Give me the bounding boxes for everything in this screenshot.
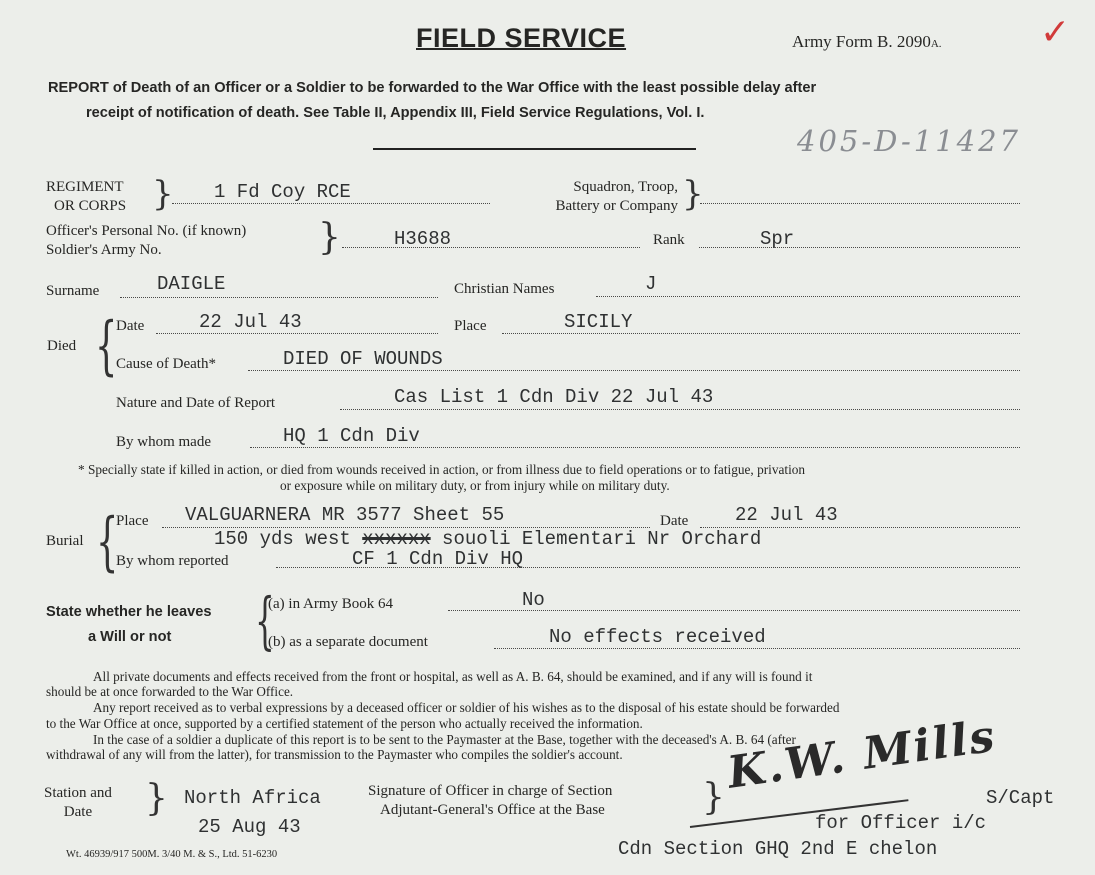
regiment-value: 1 Fd Coy RCE: [214, 181, 351, 203]
surname-field-line: [120, 297, 438, 298]
burial-place-struck-text: xxxxxx: [362, 528, 431, 550]
burial-place-line2-part1: 150 yds west: [214, 528, 363, 550]
instructions-p3-line2: withdrawal of any will from the latter), for transmission to the Paymaster who compiles the soldier's account.: [46, 747, 623, 762]
burial-place-value-line1: VALGUARNERA MR 3577 Sheet 55: [185, 504, 505, 526]
personal-no-label: [46, 222, 246, 260]
personal-no-label-line1: Officer's Personal No. (if known): [46, 223, 247, 239]
nature-date-report-field-line: [340, 409, 1020, 410]
army-no-field-line: [342, 247, 640, 248]
station-value: North Africa: [184, 787, 321, 809]
by-whom-made-value: HQ 1 Cdn Div: [283, 425, 420, 447]
signer-rank-value: S/Capt: [986, 787, 1055, 809]
by-whom-made-label: By whom made: [116, 434, 211, 450]
footnote-line-1: * Specially state if killed in action, or died from wounds received in action, or from illness due to field operations or to fatigue, privation: [78, 462, 806, 477]
will-separate-document-field-line: [494, 648, 1020, 649]
army-no-value: H3688: [394, 228, 452, 250]
will-army-book-label: (a) in Army Book 64: [268, 596, 393, 612]
signer-role-line2: Cdn Section GHQ 2nd E chelon: [618, 838, 938, 860]
station-label: [44, 784, 112, 822]
cause-of-death-label: Cause of Death*: [116, 356, 216, 372]
check-mark-icon: ✓: [1040, 12, 1071, 53]
signer-role-line1: for Officer i/c: [815, 812, 987, 834]
will-separate-document-label: (b) as a separate document: [268, 634, 428, 650]
nature-date-report-label: Nature and Date of Report: [116, 395, 276, 411]
instructions-p2-line1: Any report received as to verbal expressions by a deceased officer or soldier of his wishes as to the disposal of his estate should be forwarded: [93, 700, 840, 715]
by-whom-reported-value: CF 1 Cdn Div HQ: [352, 548, 524, 570]
personal-no-brace-icon: }: [318, 217, 341, 258]
death-date-value: 22 Jul 43: [199, 311, 302, 333]
death-date-label: Date: [116, 318, 145, 334]
station-date-value: 25 Aug 43: [198, 816, 301, 838]
instructions-p1-line1: All private documents and effects received from the front or hospital, as well as A. B. 64, should be examined, and if any will is found it: [93, 669, 813, 684]
will-brace-icon: {: [255, 584, 275, 657]
rank-label: Rank: [653, 232, 685, 248]
regiment-label: [46, 178, 126, 216]
squadron-field-line: [700, 203, 1020, 204]
surname-value: DAIGLE: [157, 273, 226, 295]
death-place-value: SICILY: [564, 311, 633, 333]
intro-line-2: receipt of notification of death. See Table II, Appendix III, Field Service Regulations, Vol. I.: [86, 105, 705, 121]
christian-names-value: J: [645, 273, 657, 295]
personal-no-label-line2: Soldier's Army No.: [46, 242, 162, 258]
instructions-p1-line2: should be at once forwarded to the War Office.: [46, 684, 294, 699]
instructions-p3-line1: In the case of a soldier a duplicate of this report is to be sent to the Paymaster at the Base, together with the deceased's A. B. 64 (after: [93, 732, 796, 747]
cause-of-death-value: DIED OF WOUNDS: [283, 348, 443, 370]
officer-signature: K.W. Mills: [724, 710, 1000, 799]
burial-label: Burial: [46, 533, 84, 549]
signature-brace-icon: }: [702, 777, 725, 818]
signature-label-line2: Adjutant-General's Office at the Base: [380, 802, 605, 818]
form-identifier: [792, 32, 942, 52]
christian-names-label: Christian Names: [454, 281, 555, 297]
christian-names-field-line: [596, 296, 1020, 297]
rank-field-line: [699, 247, 1020, 248]
printer-line: Wt. 46939/917 500M. 3/40 M. & S., Ltd. 51-6230: [66, 849, 278, 860]
burial-date-value: 22 Jul 43: [735, 504, 838, 526]
by-whom-made-field-line: [250, 447, 1020, 448]
rank-value: Spr: [760, 228, 795, 250]
file-number: 405-D-11427: [797, 124, 1021, 158]
regiment-field-line: [172, 203, 490, 204]
will-label-line-2: a Will or not: [88, 629, 172, 645]
footnote-line-2: or exposure while on military duty, or from injury while on military duty.: [280, 478, 670, 493]
will-label-line-1: State whether he leaves: [46, 604, 212, 620]
will-army-book-value: No: [522, 589, 545, 611]
death-place-label: Place: [454, 318, 487, 334]
died-label: Died: [47, 338, 77, 354]
station-label-line1: Station and: [44, 785, 112, 801]
header-rule: [373, 148, 696, 150]
cause-of-death-field-line: [248, 370, 1020, 371]
signature-label-line1: Signature of Officer in charge of Section: [368, 783, 613, 799]
regiment-label-line1: REGIMENT: [46, 179, 124, 195]
station-label-line2: Date: [63, 804, 93, 820]
nature-date-report-value: Cas List 1 Cdn Div 22 Jul 43: [394, 386, 714, 408]
will-separate-document-value: No effects received: [549, 626, 766, 648]
station-brace-icon: }: [145, 778, 168, 819]
squadron-label-line2: Battery or Company: [555, 198, 678, 214]
regiment-brace-icon: }: [152, 174, 174, 214]
burial-brace-icon: {: [96, 505, 119, 579]
death-date-field-line: [156, 333, 438, 334]
intro-line-1: REPORT of Death of an Officer or a Soldier to be forwarded to the War Office with the least possible delay after: [48, 80, 817, 96]
squadron-label: [508, 178, 678, 216]
burial-place-line2-part2: souoli Elementari Nr Orchard: [430, 528, 762, 550]
death-place-field-line: [502, 333, 1020, 334]
surname-label: Surname: [46, 283, 100, 299]
instructions-p2-line2: to the War Office at once, supported by a certified statement of the person who actually received the information.: [46, 716, 643, 731]
regiment-label-line2: OR CORPS: [54, 198, 127, 214]
form-title: FIELD SERVICE: [416, 23, 627, 53]
squadron-brace-icon: }: [682, 174, 704, 214]
signature-label: [368, 782, 612, 820]
burial-date-label: Date: [660, 513, 689, 529]
burial-place-value-line2: [214, 528, 761, 550]
form-number-suffix: A.: [930, 38, 942, 50]
form-number: Army Form B. 2090: [792, 32, 931, 51]
squadron-label-line1: Squadron, Troop,: [573, 179, 678, 195]
died-brace-icon: {: [95, 309, 118, 383]
burial-place-label: Place: [116, 513, 149, 529]
by-whom-reported-label: By whom reported: [116, 553, 229, 569]
